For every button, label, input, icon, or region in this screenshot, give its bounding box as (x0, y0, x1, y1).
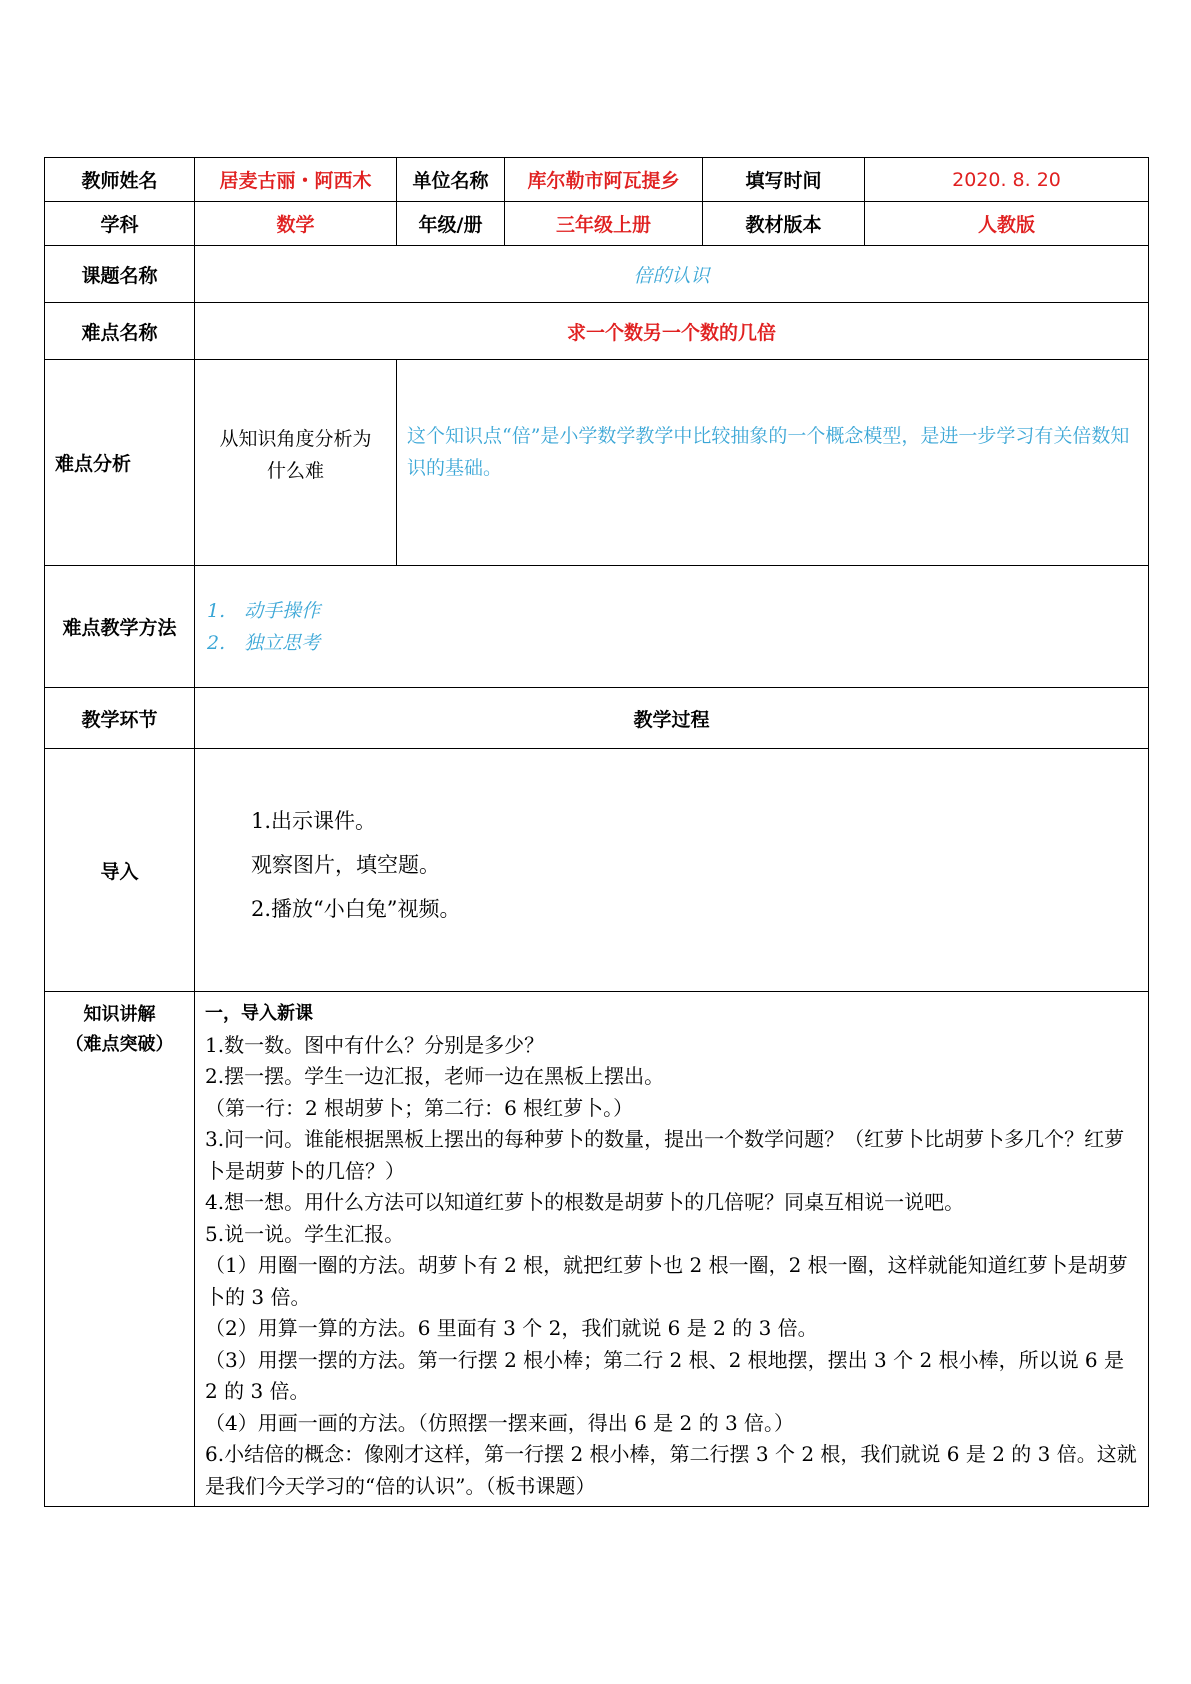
knowledge-line: （2）用算一算的方法。6 里面有 3 个 2，我们就说 6 是 2 的 3 倍。 (205, 1316, 818, 1340)
methods-list (195, 566, 1149, 688)
edition-value: 人教版 (865, 202, 1149, 246)
teacher-name-value: 居麦古丽・阿西木 (195, 158, 397, 202)
process-header-value: 教学过程 (195, 688, 1149, 749)
methods-row (45, 566, 1149, 688)
intro-content (195, 749, 1149, 992)
subject-value: 数学 (195, 202, 397, 246)
intro-label: 导入 (45, 749, 195, 992)
intro-line-1: 1.出示课件。 (251, 809, 377, 833)
analysis-label: 难点分析 (45, 360, 195, 566)
knowledge-line: 3.问一问。谁能根据黑板上摆出的每种萝卜的数量，提出一个数学问题？（红萝卜比胡萝卜多几个？红萝卜是胡萝卜的几倍？） (205, 1127, 1125, 1183)
unit-name-value: 库尔勒市阿瓦提乡 (505, 158, 703, 202)
topic-label: 课题名称 (45, 246, 195, 303)
methods-label: 难点教学方法 (45, 566, 195, 688)
knowledge-line: 4.想一想。用什么方法可以知道红萝卜的根数是胡萝卜的几倍呢？同桌互相说一说吧。 (205, 1190, 965, 1214)
process-stage-label: 教学环节 (45, 688, 195, 749)
info-row-2 (45, 202, 1149, 246)
knowledge-label (45, 992, 195, 1507)
analysis-sub-label-line2: 什么难 (266, 459, 324, 482)
topic-value: 倍的认识 (195, 246, 1149, 303)
knowledge-line: （1）用圈一圈的方法。胡萝卜有 2 根，就把红萝卜也 2 根一圈，2 根一圈，这样就能知道红萝卜是胡萝卜的 3 倍。 (205, 1253, 1128, 1309)
info-row-1 (45, 158, 1149, 202)
knowledge-line: 5.说一说。学生汇报。 (205, 1221, 405, 1246)
knowledge-row (45, 992, 1149, 1507)
teacher-name-label: 教师姓名 (45, 158, 195, 202)
fill-date-value: 2020. 8. 20 (865, 158, 1149, 202)
fill-date-label: 填写时间 (703, 158, 865, 202)
topic-row (45, 246, 1149, 303)
process-header-row (45, 688, 1149, 749)
edition-label: 教材版本 (703, 202, 865, 246)
grade-value: 三年级上册 (505, 202, 703, 246)
unit-name-label: 单位名称 (397, 158, 505, 202)
knowledge-label-line2: （难点突破） (65, 1034, 174, 1055)
knowledge-line: 1.数一数。图中有什么？分别是多少？ (205, 1032, 545, 1057)
difficulty-value: 求一个数另一个数的几倍 (195, 303, 1149, 360)
knowledge-heading: 一，导入新课 (205, 1003, 313, 1024)
subject-label: 学科 (45, 202, 195, 246)
intro-line-2: 观察图片，填空题。 (251, 853, 440, 877)
analysis-sub-label (195, 360, 397, 566)
analysis-text: 这个知识点“倍”是小学数学教学中比较抽象的一个概念模型，是进一步学习有关倍数知识的基础。 (397, 360, 1149, 566)
lesson-plan-table (44, 157, 1149, 1507)
method-item-1: 1. 动手操作 (207, 599, 321, 622)
method-item-2: 2. 独立思考 (207, 631, 321, 654)
knowledge-label-line1: 知识讲解 (83, 1004, 156, 1025)
analysis-row (45, 360, 1149, 566)
analysis-sub-label-line1: 从知识角度分析为 (219, 427, 372, 450)
knowledge-line: （4）用画一画的方法。（仿照摆一摆来画，得出 6 是 2 的 3 倍。） (205, 1410, 795, 1435)
difficulty-label: 难点名称 (45, 303, 195, 360)
intro-row (45, 749, 1149, 992)
knowledge-line: （第一行：2 根胡萝卜；第二行：6 根红萝卜。） (205, 1095, 634, 1120)
knowledge-line: 6.小结倍的概念：像刚才这样，第一行摆 2 根小棒，第二行摆 3 个 2 根，我们就说 6 是 2 的 3 倍。这就是我们今天学习的“倍的认识”。（板书课题） (205, 1442, 1137, 1498)
knowledge-line: （3）用摆一摆的方法。第一行摆 2 根小棒；第二行 2 根、2 根地摆，摆出 3 个 2 根小棒，所以说 6 是 2 的 3 倍。 (205, 1347, 1125, 1403)
knowledge-content (195, 992, 1149, 1507)
intro-line-3: 2.播放“小白兔”视频。 (251, 897, 461, 921)
difficulty-row (45, 303, 1149, 360)
knowledge-line: 2.摆一摆。学生一边汇报，老师一边在黑板上摆出。 (205, 1064, 665, 1088)
grade-label: 年级/册 (397, 202, 505, 246)
